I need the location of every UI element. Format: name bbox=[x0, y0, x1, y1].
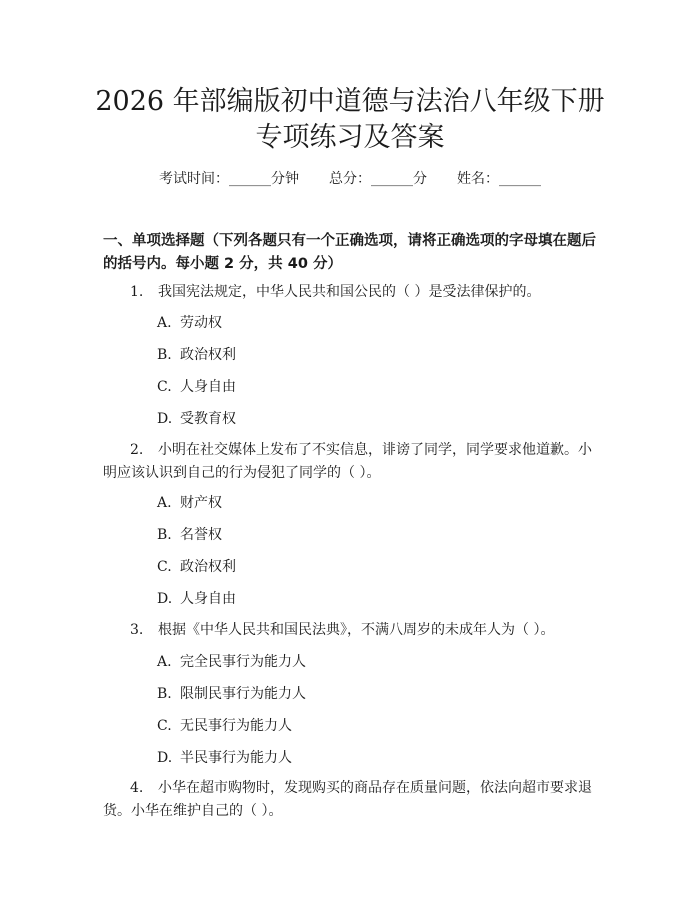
option-letter: C. bbox=[157, 559, 172, 575]
student-name-label: 姓名： bbox=[457, 171, 499, 187]
exam-time-unit: 分钟 bbox=[271, 171, 299, 187]
option-letter: C. bbox=[157, 379, 172, 395]
question-2-option-c bbox=[157, 558, 236, 576]
question-1-option-b bbox=[157, 346, 236, 364]
total-score-label: 总分： bbox=[329, 171, 371, 187]
question-4 bbox=[103, 777, 600, 823]
question-text: 小明在社交媒体上发布了不实信息，诽谤了同学，同学要求他道歉。小明应该认识到自己的行为侵犯了同学的（ ）。 bbox=[103, 442, 592, 481]
option-text: 政治权利 bbox=[180, 559, 236, 575]
question-number: 3. bbox=[130, 622, 144, 638]
option-letter: B. bbox=[157, 347, 172, 363]
option-text: 劳动权 bbox=[180, 315, 222, 331]
option-text: 受教育权 bbox=[180, 411, 236, 427]
option-text: 限制民事行为能力人 bbox=[180, 686, 306, 702]
question-number: 2. bbox=[130, 442, 144, 458]
option-text: 财产权 bbox=[180, 495, 222, 511]
option-letter: A. bbox=[157, 654, 172, 670]
question-1 bbox=[103, 281, 600, 304]
total-score-unit: 分 bbox=[413, 171, 427, 187]
option-letter: D. bbox=[157, 591, 173, 607]
option-letter: C. bbox=[157, 718, 172, 734]
option-letter: B. bbox=[157, 686, 172, 702]
option-letter: D. bbox=[157, 750, 173, 766]
option-letter: A. bbox=[157, 495, 172, 511]
question-text: 根据《中华人民共和国民法典》，不满八周岁的未成年人为（ ）。 bbox=[158, 622, 555, 638]
exam-info-line bbox=[0, 170, 700, 188]
question-3-option-b bbox=[157, 685, 306, 703]
option-text: 人身自由 bbox=[180, 591, 236, 607]
question-2 bbox=[103, 439, 600, 485]
option-text: 人身自由 bbox=[180, 379, 236, 395]
question-3-option-d bbox=[157, 749, 292, 767]
question-2-option-d bbox=[157, 590, 236, 608]
question-number: 1. bbox=[130, 284, 144, 300]
question-text: 我国宪法规定，中华人民共和国公民的（ ）是受法律保护的。 bbox=[158, 284, 541, 300]
question-3-option-c bbox=[157, 717, 292, 735]
student-name-blank: ______ bbox=[499, 171, 541, 187]
question-1-option-d bbox=[157, 410, 236, 428]
total-score-blank: ______ bbox=[371, 171, 413, 187]
option-letter: D. bbox=[157, 411, 173, 427]
exam-time-label: 考试时间： bbox=[159, 171, 229, 187]
question-1-option-a bbox=[157, 314, 222, 332]
question-3-option-a bbox=[157, 653, 306, 671]
option-text: 政治权利 bbox=[180, 347, 236, 363]
document-title: 2026 年部编版初中道德与法治八年级下册专项练习及答案 bbox=[95, 86, 605, 153]
option-letter: A. bbox=[157, 315, 172, 331]
question-text: 小华在超市购物时，发现购买的商品存在质量问题，依法向超市要求退货。小华在维护自己的（ ）。 bbox=[103, 780, 592, 819]
question-2-option-a bbox=[157, 494, 222, 512]
exam-time-blank: ______ bbox=[229, 171, 271, 187]
option-letter: B. bbox=[157, 527, 172, 543]
question-number: 4. bbox=[130, 780, 144, 796]
option-text: 半民事行为能力人 bbox=[180, 750, 292, 766]
option-text: 完全民事行为能力人 bbox=[180, 654, 306, 670]
question-2-option-b bbox=[157, 526, 222, 544]
option-text: 名誉权 bbox=[180, 527, 222, 543]
question-1-option-c bbox=[157, 378, 236, 396]
section-heading: 一、单项选择题（下列各题只有一个正确选项，请将正确选项的字母填在题后的括号内。每小题 2 分，共 40 分） bbox=[103, 233, 596, 272]
question-3 bbox=[103, 619, 600, 642]
option-text: 无民事行为能力人 bbox=[180, 718, 292, 734]
